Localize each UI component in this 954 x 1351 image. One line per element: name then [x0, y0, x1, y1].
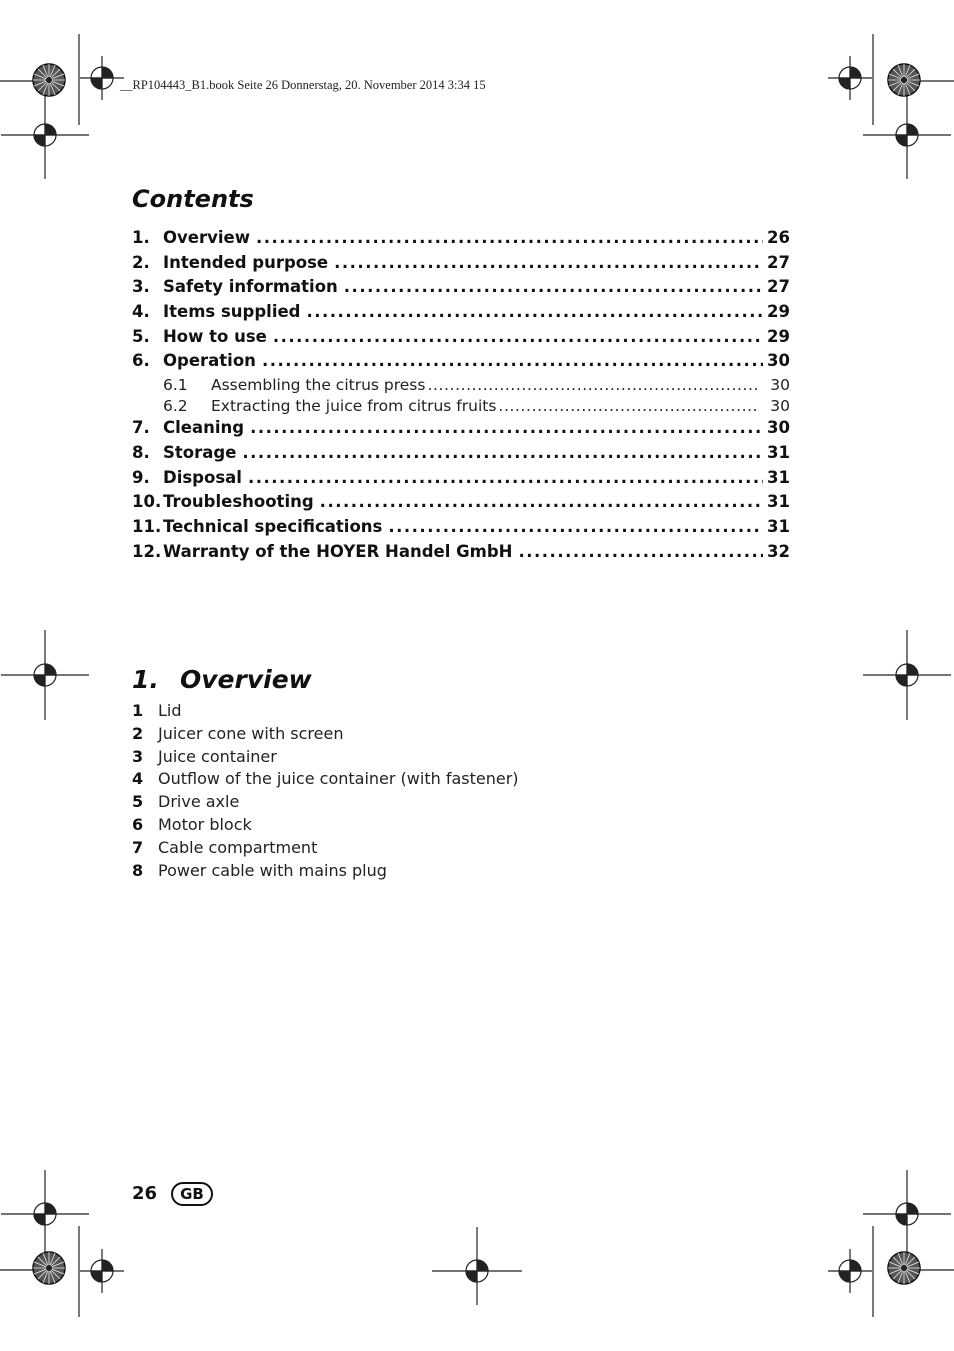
toc-entry-number: 2. — [132, 252, 150, 272]
part-number: 6 — [132, 814, 144, 834]
toc-entry[interactable] — [132, 443, 790, 468]
toc-entry-title: Technical specifications — [163, 516, 383, 536]
toc-entry-page: 29 — [767, 326, 790, 346]
toc-dot-leader — [306, 302, 763, 321]
toc-entry-page: 32 — [767, 541, 790, 561]
toc-dot-leader — [273, 327, 763, 346]
toc-entry-number: 4. — [132, 302, 150, 322]
part-number: 1 — [132, 701, 144, 720]
toc-entry[interactable] — [132, 418, 790, 443]
part-number: 5 — [132, 792, 144, 812]
toc-entry-title: Assembling the citrus press — [211, 376, 426, 395]
toc-entry-title: Items supplied — [163, 302, 301, 322]
toc-entry-number: 11. — [132, 516, 162, 536]
toc-dot-leader — [320, 492, 763, 511]
toc-dot-leader — [344, 277, 763, 296]
parts-list — [132, 701, 519, 883]
toc-dot-leader — [242, 443, 763, 462]
page-number: 26 — [132, 1183, 158, 1204]
toc-entry-page: 26 — [767, 228, 790, 247]
part-label: Drive axle — [158, 792, 240, 812]
toc-entry-number: 3. — [132, 277, 150, 297]
toc-entry[interactable] — [132, 253, 790, 278]
toc-entry-title: Extracting the juice from citrus fruits — [211, 397, 497, 416]
toc-entry-page: 31 — [767, 442, 790, 462]
part-label: Juicer cone with screen — [158, 723, 344, 743]
toc-entry-page: 27 — [767, 252, 790, 272]
part-number: 7 — [132, 837, 144, 857]
list-item — [132, 747, 519, 770]
toc-entry-title: Safety information — [163, 277, 338, 297]
toc-entry-page: 30 — [770, 376, 790, 395]
list-item — [132, 724, 519, 747]
toc-subentry[interactable] — [132, 397, 790, 418]
toc-entry-title: Warranty of the HOYER Handel GmbH — [163, 541, 513, 561]
country-code-badge: GB — [171, 1182, 213, 1206]
toc-entry-number: 6.1 — [163, 376, 188, 395]
toc-dot-leader — [388, 517, 763, 536]
toc-entry-number: 12. — [132, 541, 162, 561]
toc-entry-page: 30 — [767, 418, 790, 438]
toc-entry[interactable] — [132, 517, 790, 542]
toc-dot-leader — [256, 228, 763, 247]
toc-entry-page: 27 — [767, 277, 790, 297]
part-label: Power cable with mains plug — [158, 860, 387, 880]
list-item — [132, 769, 519, 792]
toc-entry-page: 31 — [767, 492, 790, 512]
contents-title: Contents — [132, 185, 254, 213]
toc-entry-page: 31 — [767, 467, 790, 487]
toc-entry-title: Troubleshooting — [163, 492, 314, 512]
toc-entry[interactable] — [132, 277, 790, 302]
part-number: 3 — [132, 746, 144, 766]
part-label: Lid — [158, 701, 182, 720]
list-item — [132, 815, 519, 838]
toc-entry-title: Operation — [163, 351, 256, 371]
list-item — [132, 701, 519, 724]
overview-number: 1. — [132, 665, 159, 694]
part-label: Juice container — [158, 746, 277, 766]
toc-entry-number: 6.2 — [163, 397, 188, 416]
toc-entry-number: 1. — [132, 228, 150, 247]
toc-dot-leader — [334, 253, 763, 272]
overview-title-text: Overview — [180, 665, 312, 694]
part-number: 8 — [132, 860, 144, 880]
toc-entry-title: How to use — [163, 326, 267, 346]
toc-dot-leader — [248, 468, 763, 487]
part-number: 4 — [132, 769, 144, 789]
toc-entry-title: Disposal — [163, 467, 242, 487]
toc-dot-leader — [518, 542, 763, 561]
list-item — [132, 838, 519, 861]
part-label: Outflow of the juice container (with fastener) — [158, 769, 519, 789]
toc-entry-page: 31 — [767, 516, 790, 536]
toc-entry-page: 29 — [767, 302, 790, 322]
part-label: Cable compartment — [158, 837, 318, 857]
table-of-contents — [132, 228, 790, 566]
toc-dot-leader — [427, 376, 758, 394]
toc-entry[interactable] — [132, 542, 790, 567]
part-number: 2 — [132, 723, 144, 743]
toc-entry[interactable] — [132, 492, 790, 517]
part-label: Motor block — [158, 814, 252, 834]
toc-entry-title: Overview — [163, 228, 250, 247]
toc-entry-number: 7. — [132, 418, 150, 438]
toc-entry[interactable] — [132, 351, 790, 376]
toc-dot-leader — [498, 397, 758, 415]
toc-entry-title: Cleaning — [163, 418, 245, 438]
overview-title — [132, 665, 312, 694]
toc-entry[interactable] — [132, 327, 790, 352]
toc-entry-number: 10. — [132, 492, 162, 512]
toc-entry-page: 30 — [770, 397, 790, 416]
toc-entry-title: Storage — [163, 442, 237, 462]
toc-entry-number: 9. — [132, 467, 150, 487]
toc-entry[interactable] — [132, 302, 790, 327]
list-item — [132, 792, 519, 815]
toc-entry-page: 30 — [767, 351, 790, 371]
toc-entry-number: 8. — [132, 442, 150, 462]
toc-entry-title: Intended purpose — [163, 252, 329, 272]
toc-subentry[interactable] — [132, 376, 790, 397]
print-info-header: __RP104443_B1.book Seite 26 Donnerstag, 20. November 2014 3:34 15 — [120, 78, 486, 92]
toc-entry[interactable] — [132, 228, 790, 253]
list-item — [132, 861, 519, 884]
toc-dot-leader — [262, 351, 763, 370]
toc-entry-number: 6. — [132, 351, 150, 371]
toc-dot-leader — [250, 418, 763, 437]
toc-entry[interactable] — [132, 468, 790, 493]
toc-entry-number: 5. — [132, 326, 150, 346]
